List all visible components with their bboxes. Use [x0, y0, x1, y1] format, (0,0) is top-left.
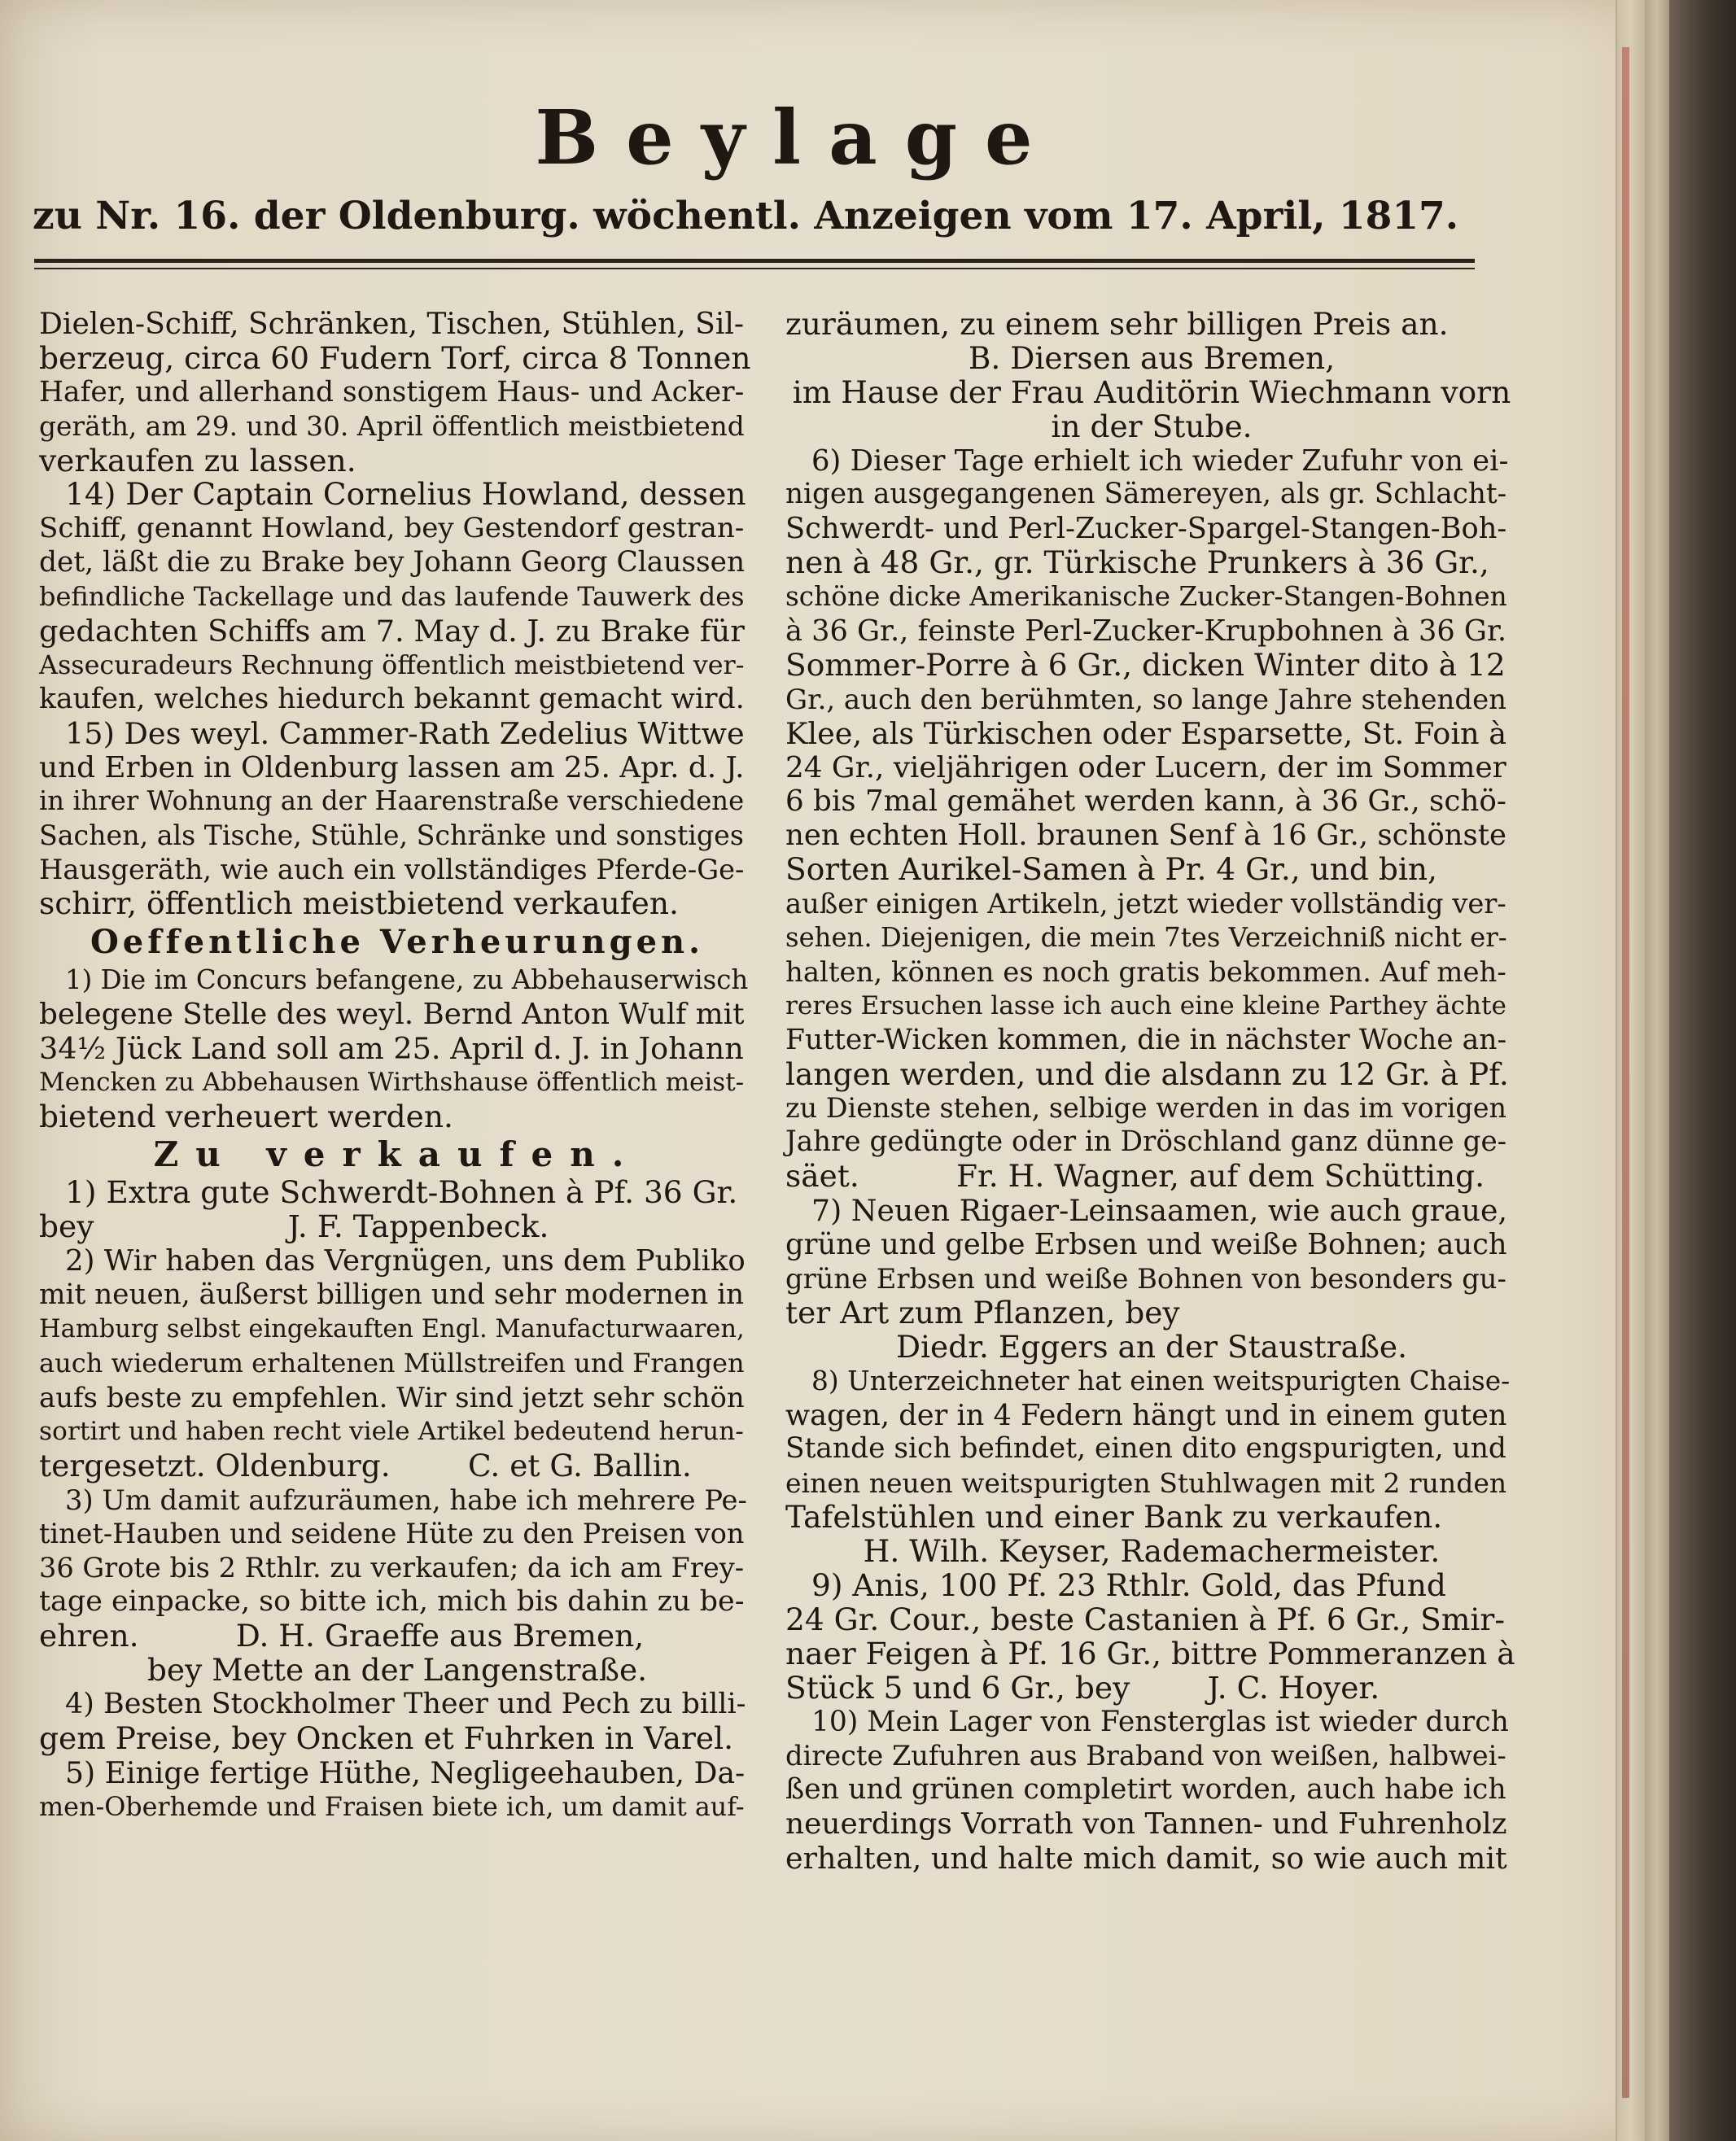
- text-line: geräth, am 29. und 30. April öffentlich meistbietend: [39, 410, 745, 442]
- issue-subtitle: zu Nr. 16. der Oldenburg. wöchentl. Anzeigen vom 17. April, 1817.: [33, 194, 1459, 238]
- text-line: ßen und grünen completirt worden, auch habe ich: [785, 1773, 1506, 1807]
- text-line: einen neuen weitspurigten Stuhlwagen mit 2 runden: [785, 1467, 1507, 1500]
- page-edge-outer: [1669, 0, 1736, 2141]
- text-line: Dielen-Schiff, Schränken, Tischen, Stühlen, Sil-: [39, 307, 745, 341]
- text-line: außer einigen Artikeln, jetzt wieder vollständig ver-: [785, 888, 1506, 920]
- text-line: 5) Einige fertige Hüthe, Negligeehauben, Da-: [65, 1754, 746, 1790]
- text-line: 8) Unterzeichneter hat einen weitspurigten Chaise-: [811, 1365, 1511, 1396]
- text-line: Schwerdt- und Perl-Zucker-Spargel-Stangen-Boh-: [785, 512, 1507, 546]
- section-heading-verkaufen: Zu verkaufen.: [153, 1134, 641, 1175]
- text-line: 15) Des weyl. Cammer-Rath Zedelius Wittwe: [65, 715, 745, 751]
- text-line: 2) Wir haben das Vergnügen, uns dem Publiko: [65, 1244, 746, 1278]
- text-line: sehen. Diejenigen, die mein 7tes Verzeichniß nicht er-: [785, 922, 1507, 954]
- text-line: befindliche Tackellage und das laufende Tauwerk des: [39, 581, 745, 613]
- text-line: 24 Gr., vieljährigen oder Lucern, der im Sommer: [785, 750, 1506, 784]
- text-line: schirr, öffentlich meistbietend verkaufen.: [39, 885, 679, 922]
- text-line: 9) Anis, 100 Pf. 23 Rthlr. Gold, das Pfund: [811, 1566, 1446, 1603]
- text-line: nen echten Holl. braunen Senf à 16 Gr., schönste: [785, 819, 1507, 853]
- text-line: Sorten Aurikel-Samen à Pr. 4 Gr., und bin,: [785, 851, 1437, 888]
- text-line: kaufen, welches hiedurch bekannt gemacht wird.: [39, 682, 745, 715]
- text-line: tergesetzt. Oldenburg. C. et G. Ballin.: [39, 1447, 692, 1483]
- text-line: Diedr. Eggers an der Staustraße.: [895, 1328, 1408, 1365]
- text-line: gedachten Schiffs am 7. May d. J. zu Brake für: [39, 614, 745, 649]
- text-line: bey Mette an der Langenstraße.: [146, 1651, 648, 1688]
- text-line: berzeug, circa 60 Fudern Torf, circa 8 Tonnen: [39, 339, 751, 376]
- page-title: Beylage: [535, 94, 1060, 181]
- text-line: Tafelstühlen und einer Bank zu verkaufen.: [785, 1499, 1443, 1536]
- text-line: directe Zufuhren aus Braband von weißen, halbwei-: [785, 1740, 1506, 1772]
- text-line: aufs beste zu empfehlen. Wir sind jetzt sehr schön: [39, 1381, 745, 1413]
- text-line: zu Dienste stehen, selbige werden in das im vorigen: [785, 1092, 1507, 1125]
- text-line: Stande sich befindet, einen dito engspurigten, und: [785, 1432, 1506, 1466]
- text-line: Hausgeräth, wie auch ein vollständiges Pferde-Ge-: [39, 854, 745, 886]
- left-column: [39, 308, 755, 1824]
- text-line: belegene Stelle des weyl. Bernd Anton Wulf mit: [39, 997, 745, 1031]
- text-line: Klee, als Türkischen oder Esparsette, St. Foin à: [785, 715, 1507, 751]
- text-line: grüne und gelbe Erbsen und weiße Bohnen; auch: [785, 1228, 1507, 1262]
- text-line: langen werden, und die alsdann zu 12 Gr. à Pf.: [785, 1055, 1509, 1092]
- text-line: tage einpacke, so bitte ich, mich bis dahin zu be-: [39, 1585, 745, 1619]
- text-line: Jahre gedüngte oder in Dröschland ganz dünne ge-: [785, 1125, 1507, 1159]
- text-line: Gr., auch den berühmten, so lange Jahre stehenden: [785, 683, 1506, 715]
- text-line: Sachen, als Tische, Stühle, Schränke und sonstiges: [39, 819, 744, 852]
- text-line: 34½ Jück Land soll am 25. April d. J. in Johann: [39, 1030, 744, 1066]
- text-line: ehren. D. H. Graeffe aus Bremen,: [39, 1618, 645, 1654]
- text-line: zuräumen, zu einem sehr billigen Preis an.: [785, 306, 1449, 342]
- text-line: grüne Erbsen und weiße Bohnen von besonders gu-: [785, 1262, 1506, 1295]
- text-line: à 36 Gr., feinste Perl-Zucker-Krupbohnen à 36 Gr.: [785, 614, 1507, 649]
- text-line: naer Feigen à Pf. 16 Gr., bittre Pommeranzen à: [785, 1635, 1515, 1671]
- text-line: 6 bis 7mal gemähet werden kann, à 36 Gr., schö-: [785, 784, 1506, 819]
- text-line: reres Ersuchen lasse ich auch eine kleine Parthey ächte: [785, 990, 1506, 1020]
- text-line: Assecuradeurs Rechnung öffentlich meistbietend ver-: [39, 649, 745, 680]
- text-line: tinet-Hauben und seidene Hüte zu den Preisen von: [39, 1518, 745, 1550]
- text-line: Mencken zu Abbehausen Wirthshause öffentlich meist-: [39, 1067, 745, 1097]
- text-line: schöne dicke Amerikanische Zucker-Stangen-Bohnen: [785, 581, 1507, 613]
- text-line: Hamburg selbst eingekauften Engl. Manufacturwaaren,: [39, 1315, 745, 1344]
- text-line: bietend verheuert werden.: [39, 1098, 453, 1134]
- header-rule-thin: [34, 268, 1475, 269]
- text-line: Sommer-Porre à 6 Gr., dicken Winter dito à 12: [785, 646, 1506, 683]
- text-line: B. Diersen aus Bremen,: [968, 339, 1336, 376]
- page-edge-middle: [1645, 0, 1669, 2141]
- text-line: Stück 5 und 6 Gr., bey J. C. Hoyer.: [785, 1669, 1380, 1706]
- text-line: 10) Mein Lager von Fensterglas ist wieder durch: [811, 1705, 1509, 1738]
- text-line: gem Preise, bey Oncken et Fuhrken in Varel.: [39, 1719, 733, 1756]
- text-line: Schiff, genannt Howland, bey Gestendorf gestran-: [39, 512, 745, 545]
- text-line: und Erben in Oldenburg lassen am 25. Apr. d. J.: [39, 750, 745, 784]
- text-line: 3) Um damit aufzuräumen, habe ich mehrere Pe-: [65, 1483, 747, 1516]
- text-line: H. Wilh. Keyser, Rademachermeister.: [863, 1533, 1441, 1570]
- text-line: 7) Neuen Rigaer-Leinsaamen, wie auch graue,: [811, 1193, 1508, 1229]
- text-line: mit neuen, äußerst billigen und sehr modernen in: [39, 1278, 745, 1312]
- text-line: 1) Die im Concurs befangene, zu Abbehauserwisch: [65, 964, 749, 996]
- text-line: erhalten, und halte mich damit, so wie auch mit: [785, 1841, 1507, 1877]
- text-line: det, läßt die zu Brake bey Johann Georg Claussen: [39, 546, 746, 579]
- text-line: halten, können es noch gratis bekommen. Auf meh-: [785, 955, 1506, 988]
- text-line: 1) Extra gute Schwerdt-Bohnen à Pf. 36 Gr.: [65, 1174, 738, 1211]
- text-line: säet. Fr. H. Wagner, auf dem Schütting.: [785, 1158, 1485, 1195]
- text-line: in ihrer Wohnung an der Haarenstraße verschiedene: [39, 785, 745, 817]
- text-line: neuerdings Vorrath von Tannen- und Fuhrenholz: [785, 1807, 1507, 1842]
- text-line: Hafer, und allerhand sonstigem Haus- und Acker-: [39, 375, 745, 409]
- right-column: [785, 308, 1518, 1876]
- red-edge-mark: [1622, 47, 1629, 2098]
- page-edge-inner: [1616, 0, 1646, 2141]
- text-line: 4) Besten Stockholmer Theer und Pech zu billi-: [65, 1687, 746, 1720]
- text-line: bey J. F. Tappenbeck.: [39, 1208, 549, 1245]
- text-line: wagen, der in 4 Federn hängt und in einem guten: [785, 1398, 1507, 1432]
- text-line: ter Art zum Pflanzen, bey: [785, 1294, 1180, 1330]
- text-line: 24 Gr. Cour., beste Castanien à Pf. 6 Gr., Smir-: [785, 1601, 1506, 1637]
- text-line: auch wiederum erhaltenen Müllstreifen und Frangen: [39, 1347, 745, 1379]
- text-line: nigen ausgegangenen Sämereyen, als gr. Schlacht-: [785, 478, 1507, 511]
- text-line: verkaufen zu lassen.: [39, 442, 356, 478]
- text-line: Futter-Wicken kommen, die in nächster Woche an-: [785, 1023, 1507, 1056]
- section-heading-verheurungen: Oeffentliche Verheurungen.: [90, 923, 705, 962]
- text-line: men-Oberhemde und Fraisen biete ich, um damit auf-: [39, 1791, 745, 1822]
- text-line: in der Stube.: [1051, 408, 1253, 444]
- header-rule-thick: [34, 259, 1475, 263]
- text-line: 36 Grote bis 2 Rthlr. zu verkaufen; da ich am Frey-: [39, 1552, 745, 1584]
- text-line: im Hause der Frau Auditörin Wiechmann vorn: [792, 374, 1511, 410]
- text-line: 14) Der Captain Cornelius Howland, dessen: [65, 476, 746, 513]
- text-line: 6) Dieser Tage erhielt ich wieder Zufuhr von ei-: [811, 443, 1509, 478]
- text-line: nen à 48 Gr., gr. Türkische Prunkers à 36 Gr.,: [785, 544, 1489, 581]
- text-line: sortirt und haben recht viele Artikel bedeutend herun-: [39, 1416, 744, 1446]
